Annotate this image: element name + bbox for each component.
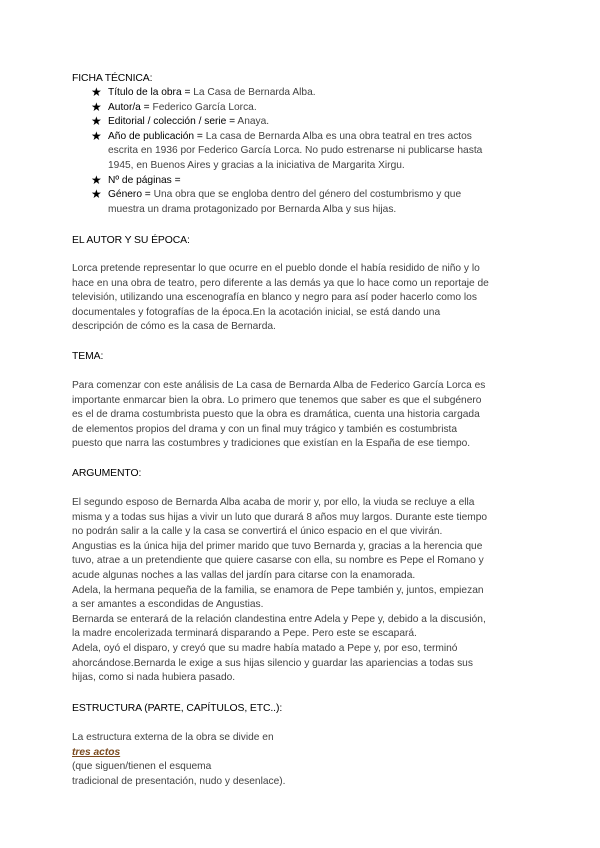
star-icon: ★ — [91, 99, 102, 114]
star-icon: ★ — [91, 128, 102, 143]
star-icon: ★ — [91, 114, 102, 129]
ficha-item-label: Autor/a = — [108, 101, 150, 113]
ficha-item-value: escrita en 1936 por Federico García Lorca. No pudo estrenarse ni publicarse hasta — [108, 145, 483, 157]
text-fragment: La estructura externa de la obra se divide en — [72, 732, 274, 743]
text-line: Angustias es la única hija del primer marido que tuvo Bernarda y, gracias a la herencia que — [72, 540, 483, 552]
ficha-item-value: Anaya. — [235, 116, 270, 128]
text-fragment: (que siguen/tienen el esquema — [72, 761, 212, 773]
tema-paragraph — [72, 379, 532, 452]
ficha-item-value: 1945, en Buenos Aires y gracias a la iniciativa de Margarita Xirgu. — [108, 159, 405, 171]
ficha-heading: FICHA TÉCNICA: — [72, 73, 153, 84]
ficha-item-value: muestra un drama protagonizado por Bernarda Alba y sus hijas. — [108, 203, 397, 215]
text-line: es el de drama costumbrista puesto que la obra es dramática, cuenta una historia cargada — [72, 409, 480, 421]
ficha-item-genero — [91, 188, 531, 217]
tres-actos-link[interactable]: tres actos — [72, 746, 121, 758]
text-line: de elementos propios del drama y con un final muy trágico y también es costumbrista — [72, 423, 458, 435]
text-line: ahorcándose.Bernarda le exige a sus hijas silencio y guardar las apariencias a todas sus — [72, 657, 473, 669]
text-line: acude algunas noches a las vallas del jardín para citarse con la enamorada. — [72, 569, 416, 581]
text-line: documentales y fotografías de la época.En la acotación inicial, se está dando una — [72, 306, 441, 318]
ficha-item-value: La casa de Bernarda Alba es una obra teatral en tres actos — [202, 130, 472, 142]
text-line: tuvo, atrae a un pretendiente que quiere casarse con ella, su nombre es Pepe el Romano y — [72, 555, 484, 567]
text-line: El segundo esposo de Bernarda Alba acaba de morir y, por ello, la viuda se recluye a ella — [72, 497, 475, 508]
ficha-item-label: Género = — [108, 189, 151, 201]
text-line: importante enmarcar bien la obra. Lo primero que tenemos que saber es que el subgénero — [72, 394, 482, 406]
text-line: hace en una obra de teatro, pero diferente a las demás ya que lo hace como un reportaje de — [72, 277, 489, 289]
text-line: a ser amantes a escondidas de Angustias. — [72, 599, 264, 611]
star-icon: ★ — [91, 187, 102, 202]
text-line: Para comenzar con este análisis de La casa de Bernarda Alba de Federico García Lorca es — [72, 380, 486, 391]
ficha-item-label: Título de la obra = — [108, 87, 191, 98]
text-line: Lorca pretende representar lo que ocurre en el pueblo donde el había residido de niño y lo — [72, 263, 480, 274]
ficha-item-label: Año de publicación = — [108, 130, 203, 142]
ficha-item-value: Federico García Lorca. — [149, 101, 257, 113]
ficha-item-paginas — [91, 174, 531, 189]
argumento-paragraph — [72, 496, 532, 686]
ficha-item-label: Nº de páginas = — [108, 174, 181, 186]
text-line: tradicional de presentación, nudo y desenlace). — [72, 775, 286, 787]
estructura-paragraph — [72, 731, 532, 789]
text-line: Adela, la hermana pequeña de la familia, se enamora de Pepe también y, juntos, empiezan — [72, 584, 484, 596]
ficha-list — [91, 86, 531, 217]
ficha-item-editorial — [91, 115, 531, 130]
ficha-item-value: Una obra que se engloba dentro del género del costumbrismo y que — [150, 189, 462, 201]
text-line: misma y a todas sus hijas a vivir un luto que durará 8 años muy largos. Durante este tiempo — [72, 511, 488, 523]
star-icon: ★ — [91, 85, 102, 99]
ficha-item-label: Editorial / colección / serie = — [108, 116, 236, 128]
argumento-heading: ARGUMENTO: — [72, 468, 142, 479]
star-icon: ★ — [91, 172, 102, 187]
text-line: no podrán salir a la calle y la casa se convertirá el único espacio en el que vivirán. — [72, 526, 443, 538]
ficha-item-anio — [91, 130, 531, 174]
tema-heading: TEMA: — [72, 351, 104, 362]
ficha-item-titulo — [91, 86, 531, 101]
text-line: hijas, como si nada hubiera pasado. — [72, 672, 236, 684]
text-line: televisión, utilizando una escenografía en blanco y negro para así poder hacerlo como los — [72, 292, 477, 304]
text-line: Adela, oyó el disparo, y creyó que su madre había matado a Pepe y, por eso, terminó — [72, 642, 458, 654]
text-line: Bernarda se enterará de la relación clandestina entre Adela y Pepe y, debido a la discusión, — [72, 613, 486, 625]
autor-paragraph — [72, 262, 532, 335]
autor-heading: EL AUTOR Y SU ÉPOCA: — [72, 235, 190, 246]
text-line: la madre encolerizada terminará disparando a Pepe. Pero este se escapará. — [72, 628, 417, 640]
text-line: puesto que narra las costumbres y tradiciones que existían en la España de ese tiempo. — [72, 438, 471, 450]
text-line — [72, 731, 532, 775]
text-line: descripción de cómo es la casa de Bernarda. — [72, 321, 276, 333]
ficha-item-autor — [91, 101, 531, 116]
ficha-item-value: La Casa de Bernarda Alba. — [190, 87, 316, 98]
estructura-heading: ESTRUCTURA (PARTE, CAPÍTULOS, ETC..): — [72, 703, 283, 714]
